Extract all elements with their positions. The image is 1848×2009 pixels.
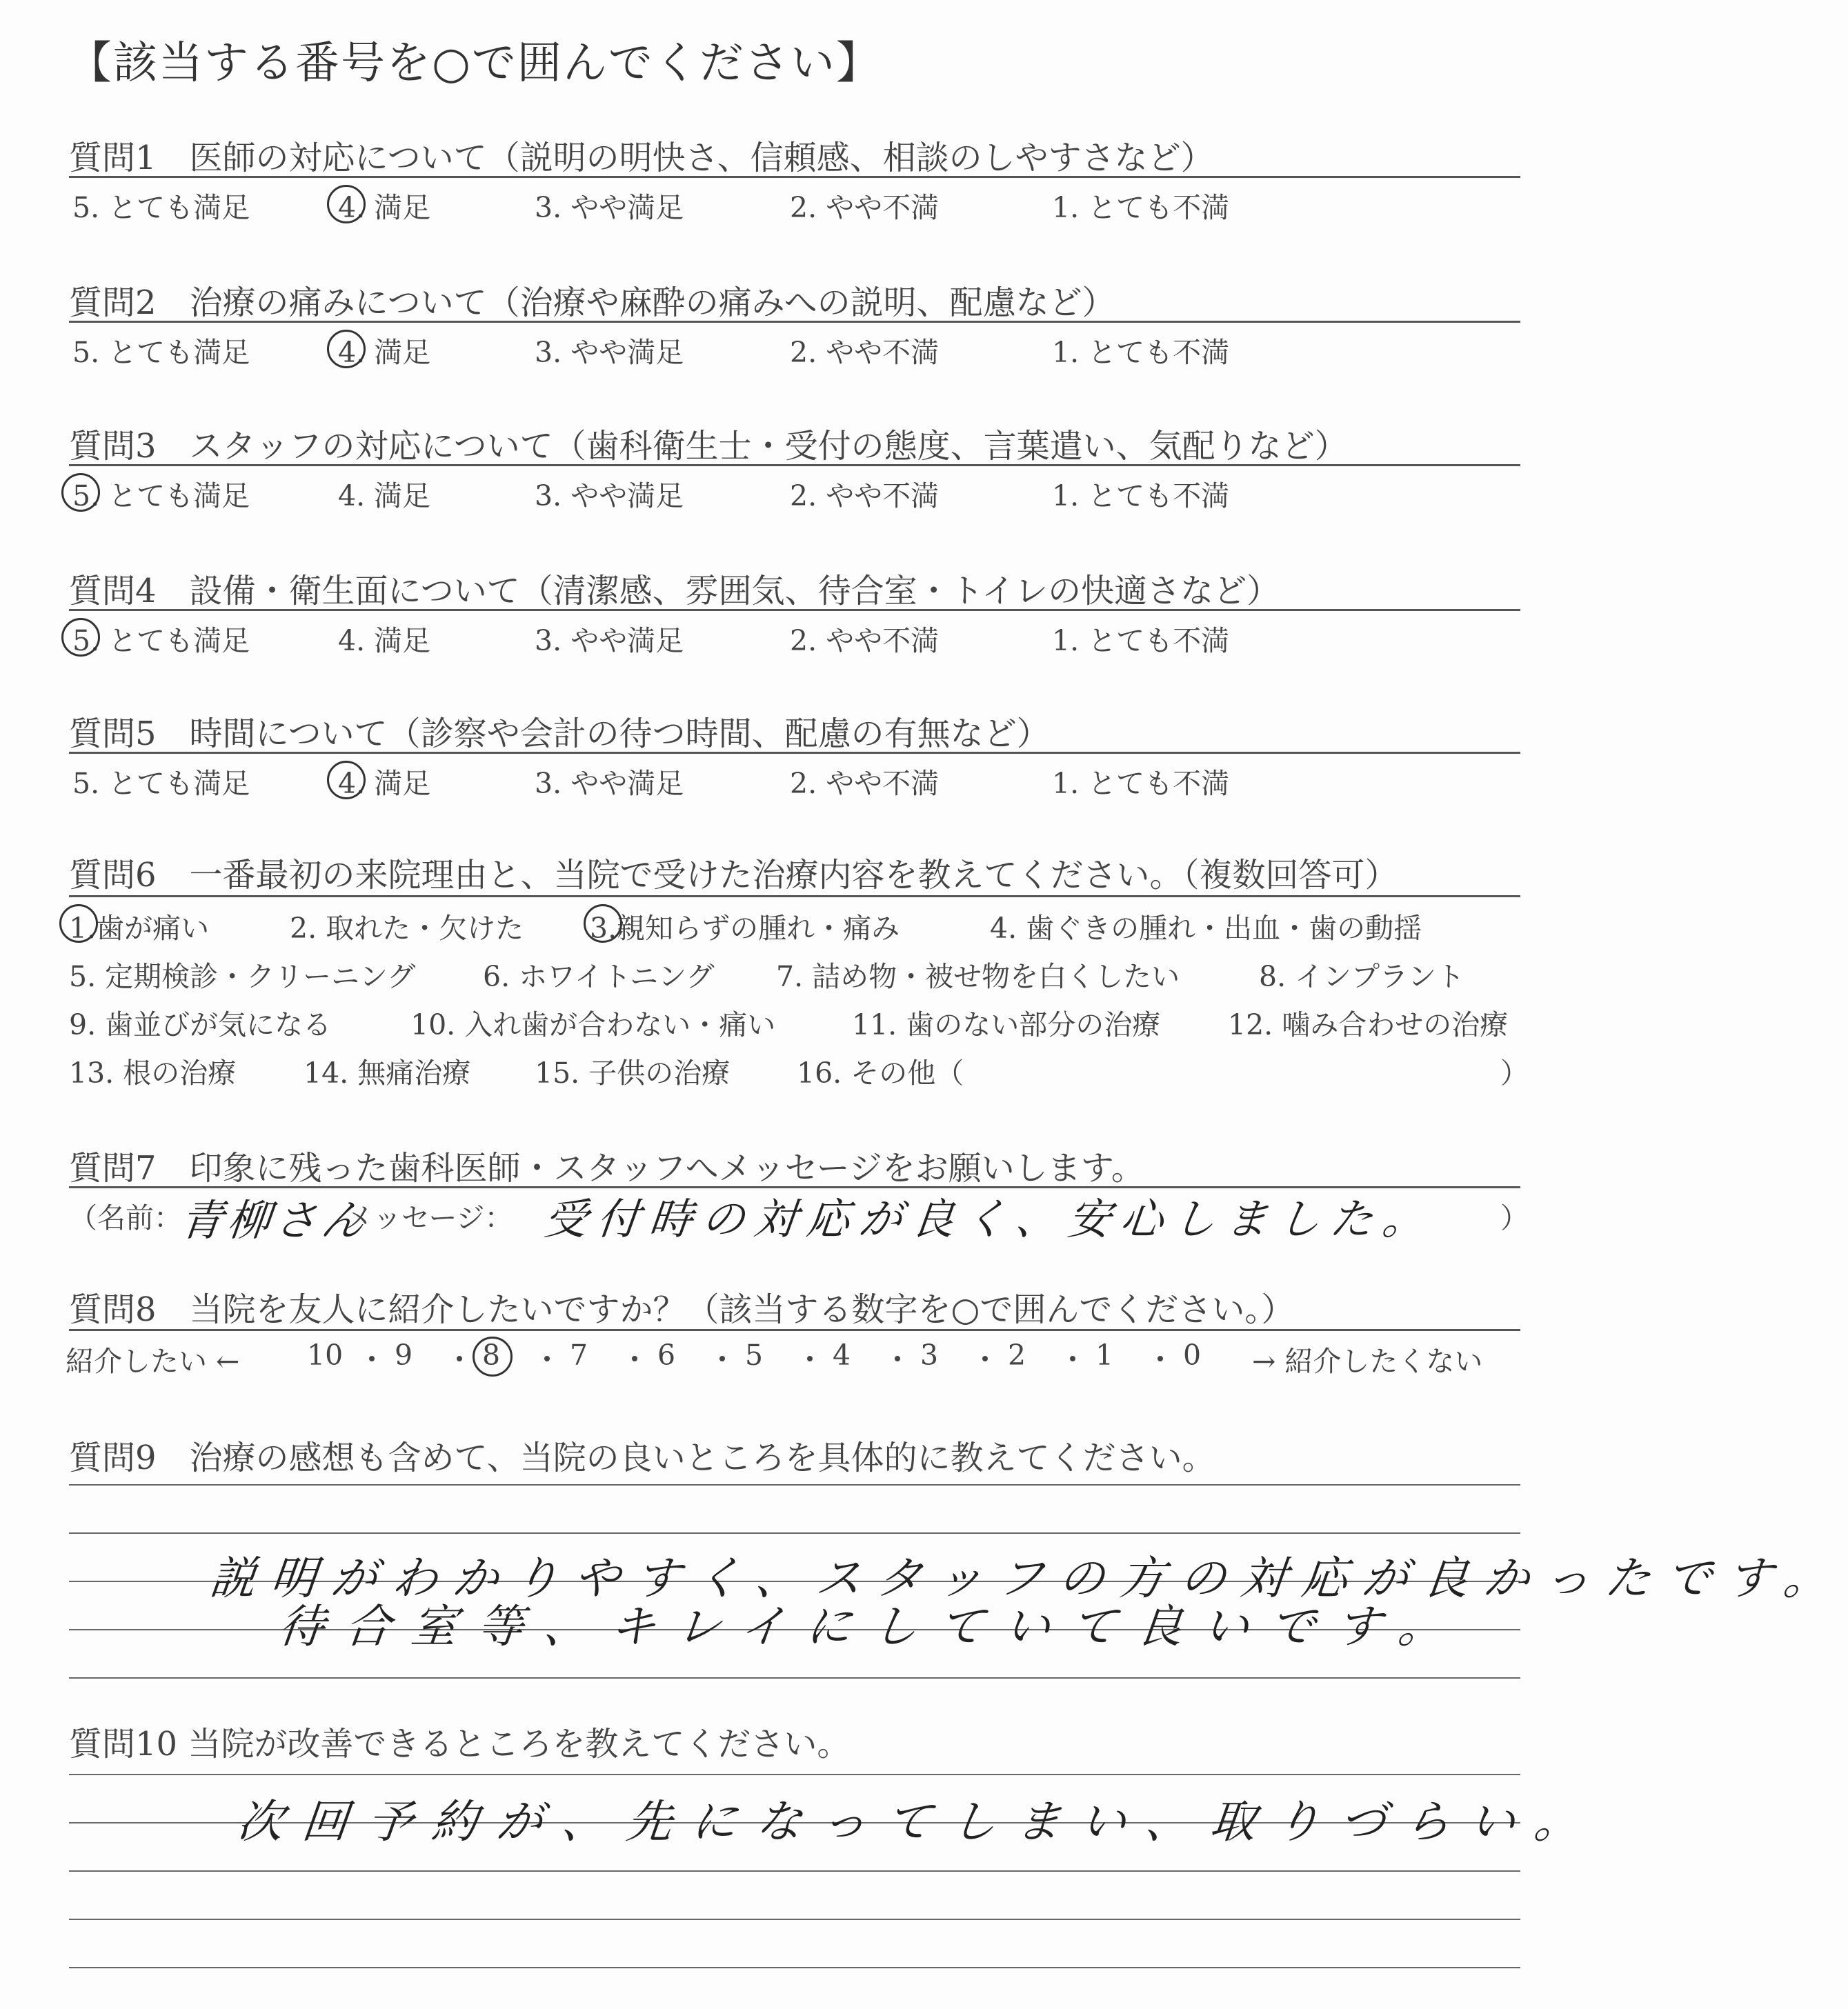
q8-selection-circle xyxy=(473,1337,513,1377)
q3-option-5[interactable]: 5. とても満足 xyxy=(72,479,250,512)
q8-scale-value[interactable]: 4 xyxy=(833,1339,851,1372)
q3-option-1[interactable]: 1. とても不満 xyxy=(1052,479,1230,512)
q3-title: 質問3 スタッフの対応について（歯科衛生士・受付の態度、言葉遣い、気配りなど） xyxy=(69,427,1348,466)
q8-title: 質問8 当院を友人に紹介したいですか？（該当する数字を○で囲んでください。） xyxy=(69,1290,1295,1329)
q5-rule xyxy=(69,752,1520,754)
q8-scale-value[interactable]: 3 xyxy=(920,1339,939,1372)
q1-option-5[interactable]: 5. とても満足 xyxy=(72,191,250,224)
q5-option-1[interactable]: 1. とても不満 xyxy=(1052,767,1230,800)
q3-rule xyxy=(69,464,1520,466)
q6-option[interactable]: 10. 入れ歯が合わない・痛い xyxy=(410,1008,776,1041)
q3-option-2[interactable]: 2. やや不満 xyxy=(790,479,940,512)
q4-option-4[interactable]: 4. 満足 xyxy=(338,624,431,657)
q5-option-5[interactable]: 5. とても満足 xyxy=(72,767,250,800)
q9-answer-line2[interactable]: 待合室等、キレイにしていて良いです。 xyxy=(276,1600,1468,1653)
q8-scale-value[interactable]: 1 xyxy=(1095,1339,1114,1372)
q10-line xyxy=(69,1870,1520,1872)
q6-option[interactable]: 4. 歯ぐきの腫れ・出血・歯の動揺 xyxy=(990,912,1422,945)
q8-separator-dot xyxy=(457,1356,462,1361)
q5-option-2[interactable]: 2. やや不満 xyxy=(790,767,940,800)
q2-title: 質問2 治療の痛みについて（治療や麻酔の痛みへの説明、配慮など） xyxy=(69,283,1115,322)
q8-scale-value[interactable]: 8 xyxy=(482,1339,501,1372)
q8-separator-dot xyxy=(632,1356,637,1361)
q4-option-5[interactable]: 5. とても満足 xyxy=(72,624,250,657)
q8-separator-dot xyxy=(369,1356,375,1361)
q4-selection-circle xyxy=(61,618,100,657)
q8-separator-dot xyxy=(1070,1356,1075,1361)
q4-option-1[interactable]: 1. とても不満 xyxy=(1052,624,1230,657)
q8-scale-value[interactable]: 9 xyxy=(395,1339,413,1372)
q6-option[interactable]: 14. 無痛治療 xyxy=(304,1057,471,1090)
q5-title: 質問5 時間について（診察や会計の待つ時間、配慮の有無など） xyxy=(69,714,1050,753)
q8-scale-value[interactable]: 10 xyxy=(307,1339,344,1372)
q8-separator-dot xyxy=(895,1356,900,1361)
q8-separator-dot xyxy=(807,1356,813,1361)
q1-title: 質問1 医師の対応について（説明の明快さ、信頼感、相談のしやすさなど） xyxy=(69,139,1214,177)
q3-option-3[interactable]: 3. やや満足 xyxy=(535,479,684,512)
q5-option-4[interactable]: 4. 満足 xyxy=(338,767,431,800)
q6-option[interactable]: 8. インプラント xyxy=(1259,960,1465,993)
q8-separator-dot xyxy=(1158,1356,1163,1361)
q8-scale-value[interactable]: 0 xyxy=(1183,1339,1202,1372)
q8-scale-value[interactable]: 5 xyxy=(745,1339,764,1372)
q9-answer-line1[interactable]: 説明がわかりやすく、スタッフの方の対応が良かったです。 xyxy=(207,1552,1847,1605)
q8-scale-value[interactable]: 2 xyxy=(1008,1339,1026,1372)
q1-selection-circle xyxy=(327,185,366,223)
q6-option[interactable]: 2. 取れた・欠けた xyxy=(290,912,524,945)
q6-option[interactable]: 13. 根の治療 xyxy=(69,1057,237,1090)
q8-left-label: 紹介したい ← xyxy=(66,1345,240,1378)
q6-option[interactable]: 12. 噛み合わせの治療 xyxy=(1228,1008,1509,1041)
q9-line xyxy=(69,1532,1520,1534)
q6-selection-circle xyxy=(59,904,98,943)
q6-option[interactable]: 9. 歯並びが気になる xyxy=(69,1008,332,1041)
q5-option-3[interactable]: 3. やや満足 xyxy=(535,767,684,800)
q8-scale-value[interactable]: 7 xyxy=(570,1339,588,1372)
q1-option-2[interactable]: 2. やや不満 xyxy=(790,191,940,224)
q6-selection-circle xyxy=(584,904,622,943)
q10-answer-line1[interactable]: 次回予約が、先になってしまい、取りづらい。 xyxy=(235,1795,1602,1848)
q2-option-1[interactable]: 1. とても不満 xyxy=(1052,336,1230,369)
q4-option-3[interactable]: 3. やや満足 xyxy=(535,624,684,657)
q6-option[interactable]: 3.親知らずの腫れ・痛み xyxy=(590,912,900,945)
q2-option-5[interactable]: 5. とても満足 xyxy=(72,336,250,369)
q8-rule xyxy=(69,1329,1520,1331)
q3-option-4[interactable]: 4. 満足 xyxy=(338,479,431,512)
q6-option[interactable]: 5. 定期検診・クリーニング xyxy=(69,960,416,993)
q7-message-label: メッセージ： xyxy=(345,1201,513,1235)
q10-line xyxy=(69,1774,1520,1775)
q6-title: 質問6 一番最初の来院理由と、当院で受けた治療内容を教えてください。（複数回答可） xyxy=(69,856,1398,894)
q7-name-label: （名前： xyxy=(69,1201,182,1235)
q7-title: 質問7 印象に残った歯科医師・スタッフへメッセージをお願いします。 xyxy=(69,1149,1144,1188)
q7-message-value[interactable]: 受付時の対応が良く、安心しました。 xyxy=(542,1194,1438,1244)
q9-line xyxy=(69,1484,1520,1486)
q6-option[interactable]: 6. ホワイトニング xyxy=(483,960,715,993)
q6-other-close: ） xyxy=(1500,1057,1529,1090)
q8-separator-dot xyxy=(982,1356,988,1361)
q4-option-2[interactable]: 2. やや不満 xyxy=(790,624,940,657)
q4-title: 質問4 設備・衛生面について（清潔感、雰囲気、待合室・トイレの快適さなど） xyxy=(69,572,1280,610)
q2-option-4[interactable]: 4. 満足 xyxy=(338,336,431,369)
q4-rule xyxy=(69,609,1520,611)
q2-option-2[interactable]: 2. やや不満 xyxy=(790,336,940,369)
q8-right-label: → 紹介したくない xyxy=(1252,1345,1483,1378)
q6-option[interactable]: 11. 歯のない部分の治療 xyxy=(852,1008,1161,1041)
q10-line xyxy=(69,1967,1520,1968)
q10-title: 質問10 当院が改善できるところを教えてください。 xyxy=(69,1725,851,1763)
q9-title: 質問9 治療の感想も含めて、当院の良いところを具体的に教えてください。 xyxy=(69,1439,1215,1477)
q1-option-1[interactable]: 1. とても不満 xyxy=(1052,191,1230,224)
q10-line xyxy=(69,1919,1520,1920)
q9-line xyxy=(69,1677,1520,1679)
q2-rule xyxy=(69,321,1520,323)
q6-option[interactable]: 7. 詰め物・被せ物を白くしたい xyxy=(776,960,1180,993)
q1-option-4[interactable]: 4. 満足 xyxy=(338,191,431,224)
q6-option[interactable]: 1.歯が痛い xyxy=(69,912,210,945)
q7-close-paren: ） xyxy=(1500,1201,1529,1235)
q6-option[interactable]: 15. 子供の治療 xyxy=(535,1057,731,1090)
q2-selection-circle xyxy=(327,330,366,368)
q6-rule xyxy=(69,895,1520,897)
q3-selection-circle xyxy=(61,473,100,512)
form-header: 【該当する番号を○で囲んでください】 xyxy=(68,38,882,89)
q1-rule xyxy=(69,176,1520,178)
q8-separator-dot xyxy=(544,1356,550,1361)
q8-separator-dot xyxy=(719,1356,725,1361)
q1-option-3[interactable]: 3. やや満足 xyxy=(535,191,684,224)
q8-scale-value[interactable]: 6 xyxy=(657,1339,676,1372)
q6-option[interactable]: 16. その他（ xyxy=(797,1057,964,1090)
q5-selection-circle xyxy=(327,761,366,799)
q2-option-3[interactable]: 3. やや満足 xyxy=(535,336,684,369)
q7-name-value[interactable]: 青柳さん xyxy=(177,1195,371,1246)
